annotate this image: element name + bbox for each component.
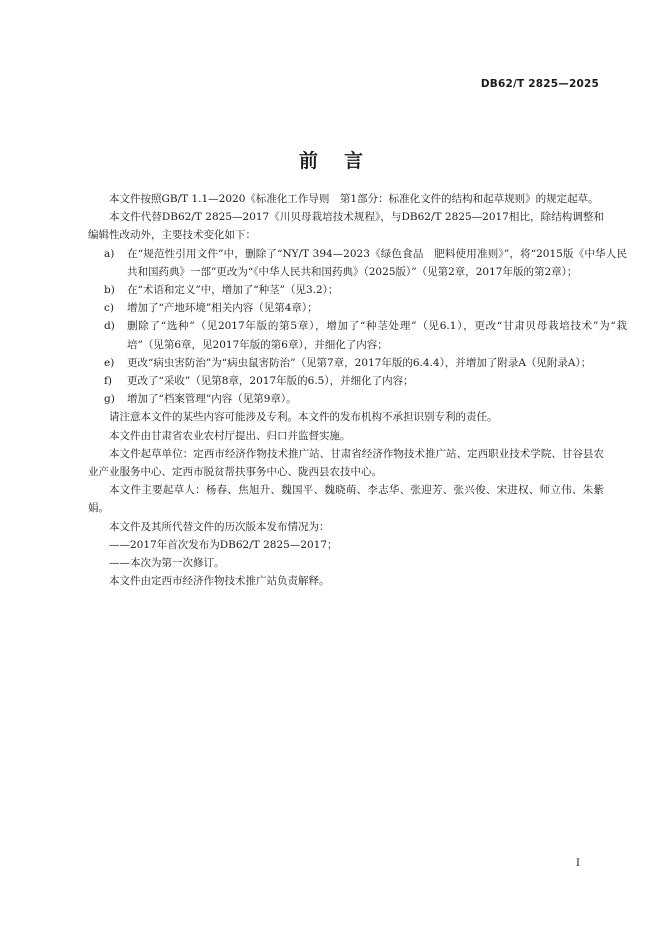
document-code: DB62/T 2825—2025 [480,78,599,90]
page-number: I [576,858,580,869]
list-item [104,317,627,353]
list-item [104,299,627,317]
list-marker: d) [104,320,115,333]
paragraph: ——2017年首次发布为DB62/T 2825—2017； [109,538,338,551]
paragraph: 本文件起草单位：定西市经济作物技术推广站、甘肃省经济作物技术推广站、定西职业技术学院、甘谷县农业产业服务中心、定西市脱贫帮扶事务中心、陇西县农技中心。 [88,447,604,479]
change-list [88,245,627,409]
paragraph: 本文件由定西市经济作物技术推广站负责解释。 [109,575,330,588]
list-marker: b) [104,284,115,297]
list-item-text: 增加了“产地环境”相关内容（见第4章）； [127,302,318,315]
paragraph: 请注意本文件的某些内容可能涉及专利。本文件的发布机构不承担识别专利的责任。 [109,411,498,424]
list-marker: e) [104,356,115,369]
paragraph: 本文件及其所代替文件的历次版本发布情况为： [109,520,330,533]
list-item [104,354,627,372]
list-marker: c) [104,302,114,315]
list-item [104,281,627,299]
list-item [104,372,627,390]
paragraph: 本文件由甘肃省农业农村厅提出、归口并监督实施。 [109,429,351,442]
document-body [88,190,627,590]
list-item [104,390,627,408]
list-item [104,245,627,281]
paragraph: ——本次为第一次修订。 [109,557,225,570]
list-item-text: 在“术语和定义”中，增加了“种茎”（见3.2）； [127,284,339,297]
list-marker: g) [104,393,115,406]
paragraph: 本文件代替DB62/T 2825—2017《川贝母栽培技术规程》，与DB62/T 2825—2017相比，除结构调整和编辑性改动外，主要技术变化如下： [88,211,604,242]
paragraph: 本文件主要起草人：杨春、焦旭升、魏国平、魏晓萌、李志华、张迎芳、张兴俊、宋进权、师立伟、朱紫娟。 [88,484,604,515]
list-item-text: 在“规范性引用文件”中，删除了“NY/T 394—2023《绿色食品 肥料使用准则》”，将“2015版《中华人民共和国药典》一部”更改为“《中华人民共和国药典》（2025版）”（见第2章，2017年版的第2章）； [127,247,627,278]
paragraph: 本文件按照GB/T 1.1—2020《标准化工作导则 第1部分：标准化文件的结构和起草规则》的规定起草。 [109,193,599,205]
list-item-text: 删除了“选种”（见2017年版的第5章），增加了“种茎处理”（见6.1），更改“甘肃贝母栽培技术”为“栽培”（见第6章，见2017年版的第6章），并细化了内容； [127,320,627,351]
list-marker: f) [104,375,112,388]
page-title: 前言 [298,150,389,172]
list-marker: a) [104,247,115,260]
list-item-text: 更改了“采收”（见第8章，2017年版的6.5），并细化了内容； [127,375,414,388]
list-item-text: 更改“病虫害防治”为“病虫鼠害防治”（见第7章，2017年版的6.4.4），并增加了附录A（见附录A）； [127,356,592,369]
list-item-text: 增加了“档案管理”内容（见第9章）。 [127,393,297,406]
